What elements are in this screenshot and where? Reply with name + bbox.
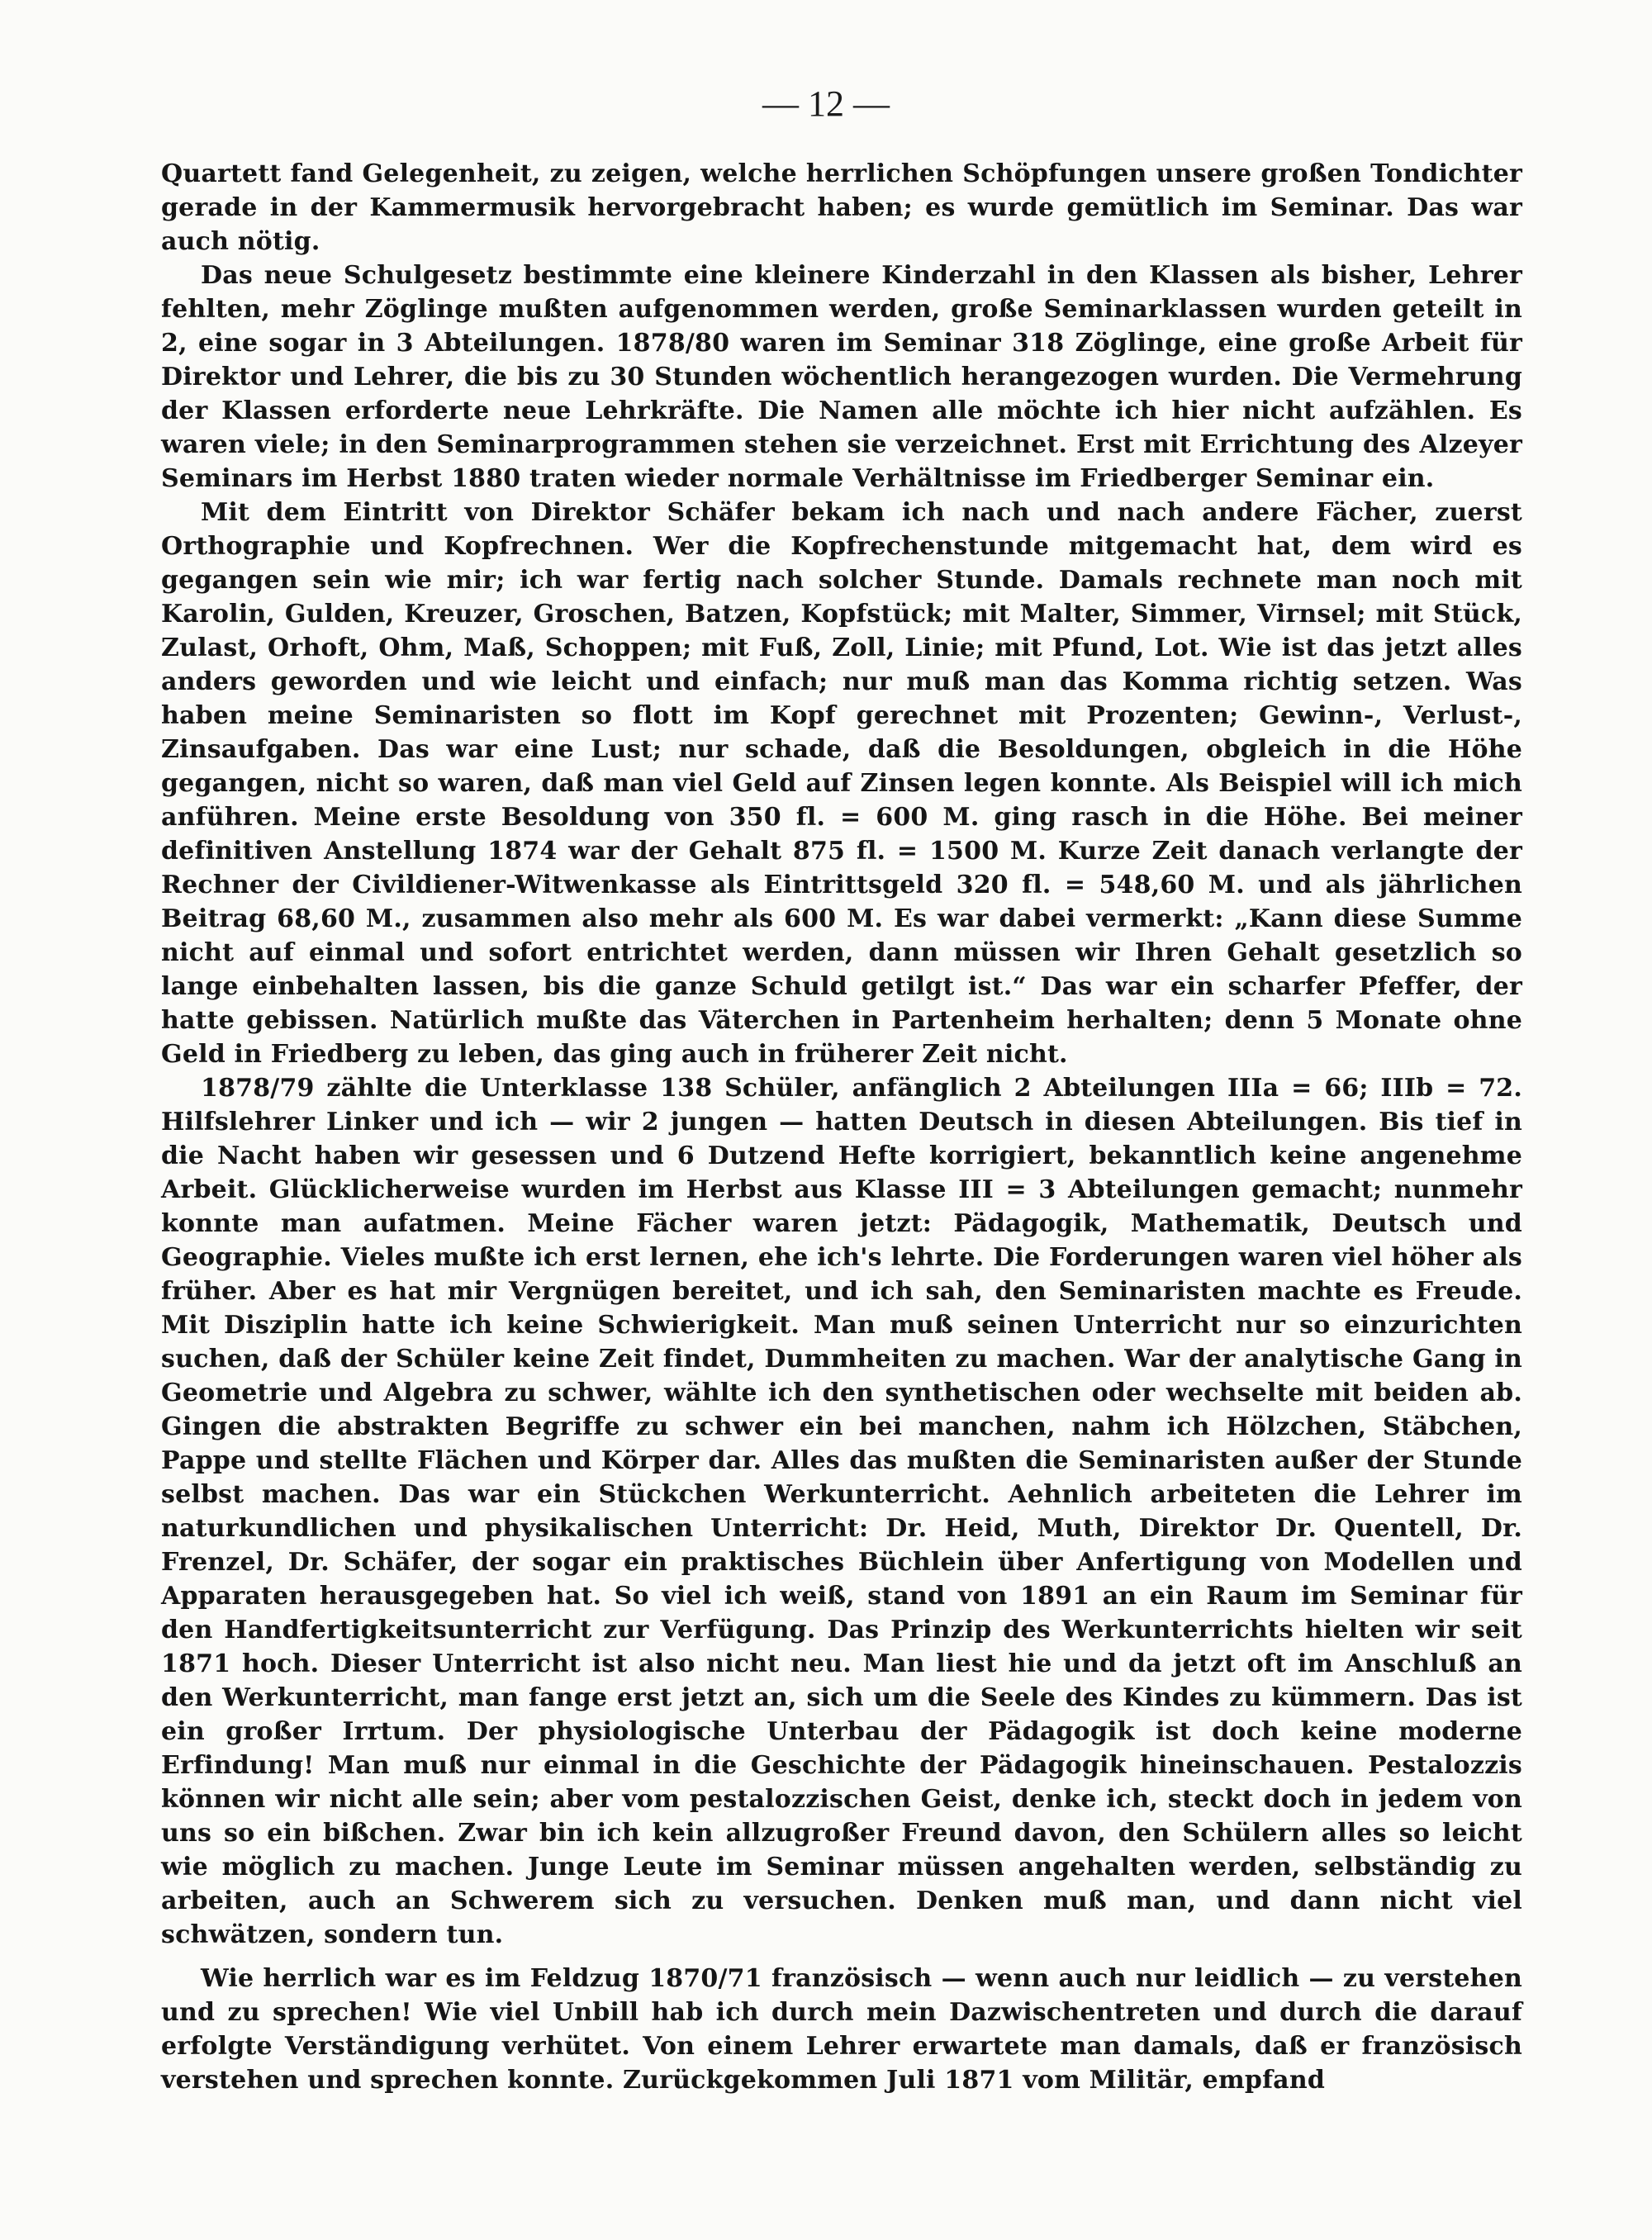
paragraph-4: 1878/79 zählte die Unterklasse 138 Schüler, anfänglich 2 Abteilungen IIIa = 66; IIIb = 72. Hilfslehrer Linker und ich — wir 2 jungen — hatten Deutsch in diesen Abteilungen. Bis tief in die Nacht haben wir gesessen und 6 Dutzend Hefte korrigiert, bekanntlich keine angenehme Arbeit. Glücklicherweise wurden im Herbst aus Klasse III = 3 Abteilungen gemacht; nunmehr konnte man aufatmen. Meine Fächer waren jetzt: Pädagogik, Mathematik, Deutsch und Geographie. Vieles mußte ich erst lernen, ehe ich's lehrte. Die Forderungen waren viel höher als früher. Aber es hat mir Vergnügen bereitet, und ich sah, den Seminaristen machte es Freude. Mit Disziplin hatte ich keine Schwierigkeit. Man muß seinen Unterricht nur so einzurichten suchen, daß der Schüler keine Zeit findet, Dummheiten zu machen. War der analytische Gang in Geometrie und Algebra zu schwer, wählte ich den synthetischen oder wechselte mit beiden ab. Gingen die abstrakten Begriffe zu schwer ein bei manchen, nahm ich Hölzchen, Stäbchen, Pappe und stellte Flächen und Körper dar. Alles das mußten die Seminaristen außer der Stunde selbst machen. Das war ein Stückchen Werkunterricht. Aehnlich arbeiteten die Lehrer im naturkundlichen und physikalischen Unterricht: Dr. Heid, Muth, Direktor Dr. Quentell, Dr. Frenzel, Dr. Schäfer, der sogar ein praktisches Büchlein über Anfertigung von Modellen und Apparaten herausgegeben hat. So viel ich weiß, stand von 1891 an ein Raum im Seminar für den Handfertigkeitsunterricht zur Verfügung. Das Prinzip des Werkunterrichts hielten wir seit 1871 hoch. Dieser Unterricht ist also nicht neu. Man liest hie und da jetzt oft im Anschluß an den Werkunterricht, man fange erst jetzt an, sich um die Seele des Kindes zu kümmern. Das ist ein großer Irrtum. Der physiologische Unterbau der Pädagogik ist doch keine moderne Erfindung! Man muß nur einmal in die Geschichte der Pädagogik hineinschauen. Pestalozzis können wir nicht alle sein; aber vom pestalozzischen Geist, denke ich, steckt doch in jedem von uns so ein bißchen. Zwar bin ich kein allzugroßer Freund davon, den Schülern alles so leicht wie möglich zu machen. Junge Leute im Seminar müssen angehalten werden, selbständig zu arbeiten, auch an Schwerem sich zu versuchen. Denken muß man, und dann nicht viel schwätzen, sondern tun.: [161, 1074, 1522, 1949]
page-number: — 12 —: [762, 83, 890, 124]
paragraph-1: Quartett fand Gelegenheit, zu zeigen, welche herrlichen Schöpfungen unsere großen Tondichter gerade in der Kammermusik hervorgebracht haben; es wurde gemütlich im Seminar. Das war auch nötig.: [161, 159, 1522, 256]
body-text: [161, 157, 1522, 2097]
paragraph-2: Das neue Schulgesetz bestimmte eine kleinere Kinderzahl in den Klassen als bisher, Lehrer fehlten, mehr Zöglinge mußten aufgenommen werden, große Seminarklassen wurden geteilt in 2, eine sogar in 3 Abteilungen. 1878/80 waren im Seminar 318 Zöglinge, eine große Arbeit für Direktor und Lehrer, die bis zu 30 Stunden wöchentlich herangezogen wurden. Die Vermehrung der Klassen erforderte neue Lehrkräfte. Die Namen alle möchte ich hier nicht aufzählen. Es waren viele; in den Seminarprogrammen stehen sie verzeichnet. Erst mit Errichtung des Alzeyer Seminars im Herbst 1880 traten wieder normale Verhältnisse im Friedberger Seminar ein.: [161, 261, 1522, 493]
paragraph-3: Mit dem Eintritt von Direktor Schäfer bekam ich nach und nach andere Fächer, zuerst Orthographie und Kopfrechnen. Wer die Kopfrechenstunde mitgemacht hat, dem wird es gegangen sein wie mir; ich war fertig nach solcher Stunde. Damals rechnete man noch mit Karolin, Gulden, Kreuzer, Groschen, Batzen, Kopfstück; mit Malter, Simmer, Virnsel; mit Stück, Zulast, Orhoft, Ohm, Maß, Schoppen; mit Fuß, Zoll, Linie; mit Pfund, Lot. Wie ist das jetzt alles anders geworden und wie leicht und einfach; nur muß man das Komma richtig setzen. Was haben meine Seminaristen so flott im Kopf gerechnet mit Prozenten; Gewinn-, Verlust-, Zinsaufgaben. Das war eine Lust; nur schade, daß die Besoldungen, obgleich in die Höhe gegangen, nicht so waren, daß man viel Geld auf Zinsen legen konnte. Als Beispiel will ich mich anführen. Meine erste Besoldung von 350 fl. = 600 M. ging rasch in die Höhe. Bei meiner definitiven Anstellung 1874 war der Gehalt 875 fl. = 1500 M. Kurze Zeit danach verlangte der Rechner der Civildiener-Witwenkasse als Eintrittsgeld 320 fl. = 548,60 M. und als jährlichen Beitrag 68,60 M., zusammen also mehr als 600 M. Es war dabei vermerkt: „Kann diese Summe nicht auf einmal und sofort entrichtet werden, dann müssen wir Ihren Gehalt gesetzlich so lange einbehalten lassen, bis die ganze Schuld getilgt ist.“ Das war ein scharfer Pfeffer, der hatte gebissen. Natürlich mußte das Väterchen in Partenheim herhalten; denn 5 Monate ohne Geld in Friedberg zu leben, das ging auch in früherer Zeit nicht.: [161, 498, 1522, 1069]
paragraph-5: Wie herrlich war es im Feldzug 1870/71 französisch — wenn auch nur leidlich — zu verstehen und zu sprechen! Wie viel Unbill hab ich durch mein Dazwischentreten und durch die darauf erfolgte Verständigung verhütet. Von einem Lehrer erwartete man damals, daß er französisch verstehen und sprechen konnte. Zurückgekommen Juli 1871 vom Militär, empfand: [161, 1964, 1522, 2095]
